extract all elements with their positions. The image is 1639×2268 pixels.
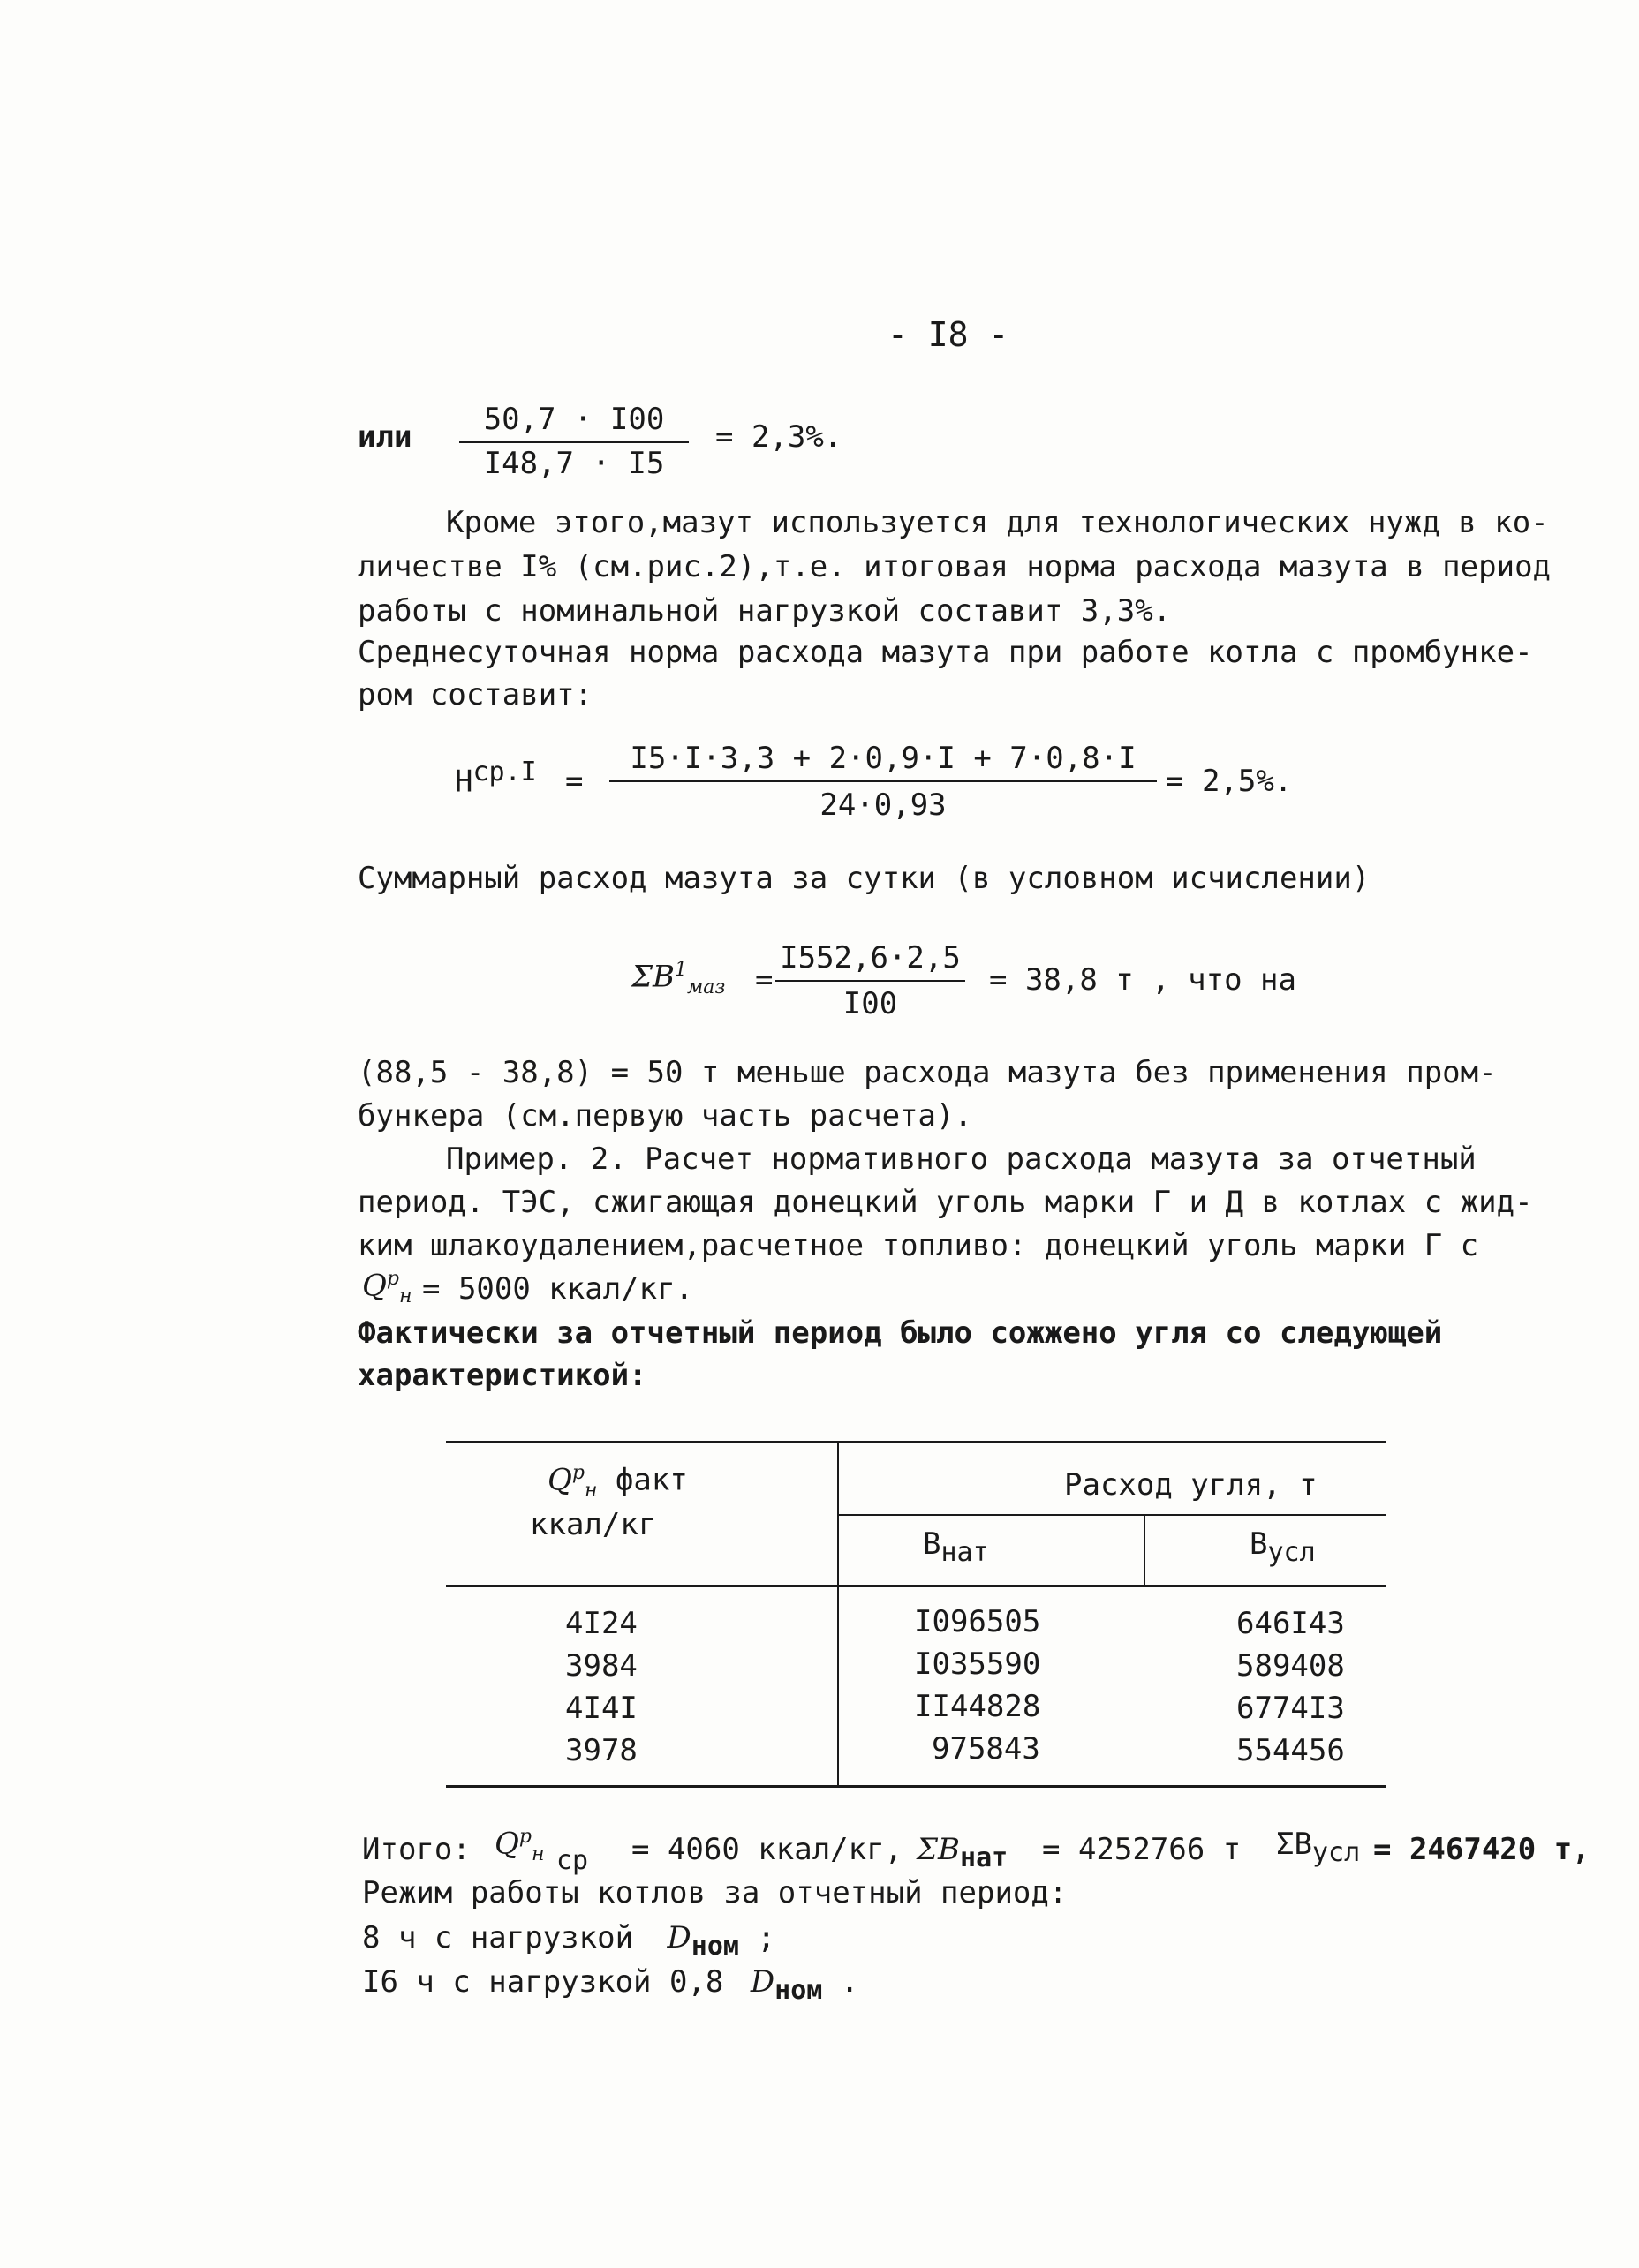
paragraph1-line4: Среднесуточная норма расхода мазута при работе котла с промбунке- bbox=[358, 635, 1533, 670]
q-symbol: Q bbox=[362, 1268, 387, 1304]
q-sub: н bbox=[398, 1285, 412, 1308]
totals-label: Итого: bbox=[362, 1832, 471, 1867]
table-header-split-rule bbox=[839, 1514, 1386, 1516]
formula2-numerator: I5·I·3,3 + 2·0,9·I + 7·0,8·I bbox=[630, 741, 1137, 776]
table-col1-q: Q bbox=[548, 1462, 572, 1498]
totals-q-sub-extra: ср bbox=[556, 1845, 589, 1876]
paragraph4-line2: характеристикой: bbox=[358, 1358, 647, 1393]
table-cell: I096505 bbox=[914, 1604, 1041, 1639]
paragraph3-line4: = 5000 ккал/кг. bbox=[422, 1271, 694, 1307]
totals-b-nat bbox=[917, 1832, 1008, 1873]
mode-line-1 bbox=[362, 1920, 775, 1962]
totals-b-nat-value: = 4252766 т bbox=[1042, 1832, 1242, 1867]
paragraph2-line1: (88,5 - 38,8) = 50 т меньше расхода мазута без применения пром- bbox=[358, 1055, 1497, 1090]
formula3-lhs-symbol: ΣB bbox=[631, 959, 676, 995]
table-cell: 975843 bbox=[932, 1731, 1040, 1767]
table-cell: 554456 bbox=[1236, 1733, 1345, 1768]
paragraph1-line5: ром составит: bbox=[358, 677, 593, 712]
table-cell: 3984 bbox=[565, 1648, 638, 1684]
formula2-lhs-symbol: H bbox=[455, 764, 473, 800]
table-col3-sub: усл bbox=[1267, 1536, 1316, 1568]
table-cell: 3978 bbox=[565, 1733, 638, 1768]
table-cell: 6774I3 bbox=[1236, 1691, 1345, 1726]
mode-line-2 bbox=[362, 1964, 859, 2006]
paragraph3-line1: Пример. 2. Расчет нормативного расхода мазута за отчетный bbox=[446, 1142, 1477, 1177]
table-col2-header bbox=[923, 1526, 989, 1568]
paragraph3-line3: ким шлакоудалением,расчетное топливо: донецкий уголь марки Г с bbox=[358, 1228, 1479, 1263]
page-number: - I8 - bbox=[887, 315, 1009, 354]
paragraph3-line2: период. ТЭС, сжигающая донецкий уголь марки Г и Д в котлах с жид- bbox=[358, 1185, 1533, 1220]
formula2-result: = 2,5%. bbox=[1166, 764, 1293, 799]
formula2-eq: = bbox=[565, 764, 584, 799]
formula3-denominator: I00 bbox=[842, 986, 898, 1021]
table-col1-header-main: факт bbox=[615, 1462, 688, 1498]
mode-line-2-tail: . bbox=[840, 1964, 859, 2000]
mode-line-2-d-sub: ном bbox=[774, 1974, 823, 2006]
formula3-eq: = bbox=[755, 962, 774, 998]
paragraph2-line2: бункера (см.первую часть расчета). bbox=[358, 1098, 972, 1134]
table-vrule-1 bbox=[837, 1441, 839, 1787]
mode-line-1-tail: ; bbox=[757, 1920, 775, 1955]
paragraph1-line1: Кроме этого,мазут используется для технологических нужд в ко- bbox=[446, 505, 1549, 540]
table-col1-q-sub: н bbox=[584, 1480, 598, 1503]
table-col1-header bbox=[548, 1464, 688, 1501]
totals-b-usl bbox=[1276, 1829, 1360, 1866]
totals-q-symbol: Q bbox=[495, 1826, 519, 1862]
table-vrule-2 bbox=[1144, 1514, 1145, 1586]
mode-line-1-d: D bbox=[667, 1920, 691, 1955]
paragraph1-line2: личестве I% (см.рис.2),т.е. итоговая норма расхода мазута в период bbox=[358, 549, 1552, 584]
formula2-lhs bbox=[455, 757, 537, 800]
formula2-fraction-bar bbox=[609, 780, 1157, 782]
totals-b-usl-sub: усл bbox=[1311, 1836, 1361, 1868]
totals-b-usl-value: = 2467420 т, bbox=[1373, 1832, 1590, 1867]
formula1-result: = 2,3%. bbox=[715, 419, 842, 455]
mode-line-2-d: D bbox=[750, 1964, 775, 2000]
paragraph4-line1: Фактически за отчетный период было сожжено угля со следующей bbox=[358, 1315, 1443, 1351]
table-cell: 646I43 bbox=[1236, 1606, 1345, 1641]
formula3-lhs-sup: 1 bbox=[675, 959, 688, 981]
table-group-header: Расход угля, т bbox=[1064, 1467, 1318, 1503]
table-cell: II44828 bbox=[914, 1689, 1041, 1724]
mode-line-2-text: I6 ч с нагрузкой 0,8 bbox=[362, 1964, 724, 2000]
totals-q-sub: н bbox=[531, 1843, 545, 1866]
formula2-denominator: 24·0,93 bbox=[820, 787, 947, 823]
formula1-fraction-bar bbox=[459, 441, 689, 443]
mode-line-1-text: 8 ч с нагрузкой bbox=[362, 1920, 634, 1955]
totals-q bbox=[495, 1827, 544, 1865]
totals-q-sup: р bbox=[518, 1826, 532, 1848]
formula3-result: = 38,8 т , что на bbox=[989, 962, 1296, 998]
table-header-bottom-rule bbox=[446, 1585, 1386, 1587]
formula3-lhs bbox=[631, 961, 725, 998]
paragraph3-q-symbol bbox=[362, 1270, 412, 1307]
table-bottom-rule bbox=[446, 1785, 1386, 1788]
table-col3-b: B bbox=[1250, 1526, 1268, 1562]
table-top-rule bbox=[446, 1441, 1386, 1443]
formula3-fraction-bar bbox=[775, 980, 965, 982]
formula3-lhs-sub: маз bbox=[687, 976, 726, 999]
formula1-lead: или bbox=[358, 419, 412, 455]
mode-line-1-d-sub: ном bbox=[691, 1930, 739, 1962]
formula1-denominator: I48,7 · I5 bbox=[483, 446, 665, 481]
table-cell: 4I24 bbox=[565, 1606, 638, 1641]
table-cell: 589408 bbox=[1236, 1648, 1345, 1684]
totals-b-nat-symbol: ΣB bbox=[917, 1832, 961, 1867]
table-cell: I035590 bbox=[914, 1646, 1041, 1682]
table-col3-header bbox=[1250, 1526, 1316, 1568]
table-col1-unit: ккал/кг bbox=[530, 1507, 657, 1542]
formula2-lhs-sup: ср.I bbox=[472, 757, 537, 787]
q-sup: р bbox=[386, 1268, 399, 1290]
table-col2-sub: нат bbox=[940, 1536, 989, 1568]
totals-q-value: = 4060 ккал/кг, bbox=[631, 1832, 903, 1867]
totals-b-usl-symbol: ΣB bbox=[1276, 1827, 1312, 1862]
totals-b-nat-sub: нат bbox=[960, 1842, 1008, 1873]
formula1-numerator: 50,7 · I00 bbox=[483, 402, 665, 437]
paragraph1-line3: работы с номинальной нагрузкой составит 3,3%. bbox=[358, 593, 1172, 629]
formula3-numerator: I552,6·2,5 bbox=[780, 940, 961, 976]
mode-title: Режим работы котлов за отчетный период: bbox=[362, 1875, 1068, 1910]
table-col1-q-sup: р bbox=[571, 1462, 585, 1484]
sum-line: Суммарный расход мазута за сутки (в условном исчислении) bbox=[358, 861, 1371, 896]
table-col2-b: B bbox=[923, 1526, 941, 1562]
table-cell: 4I4I bbox=[565, 1691, 638, 1726]
